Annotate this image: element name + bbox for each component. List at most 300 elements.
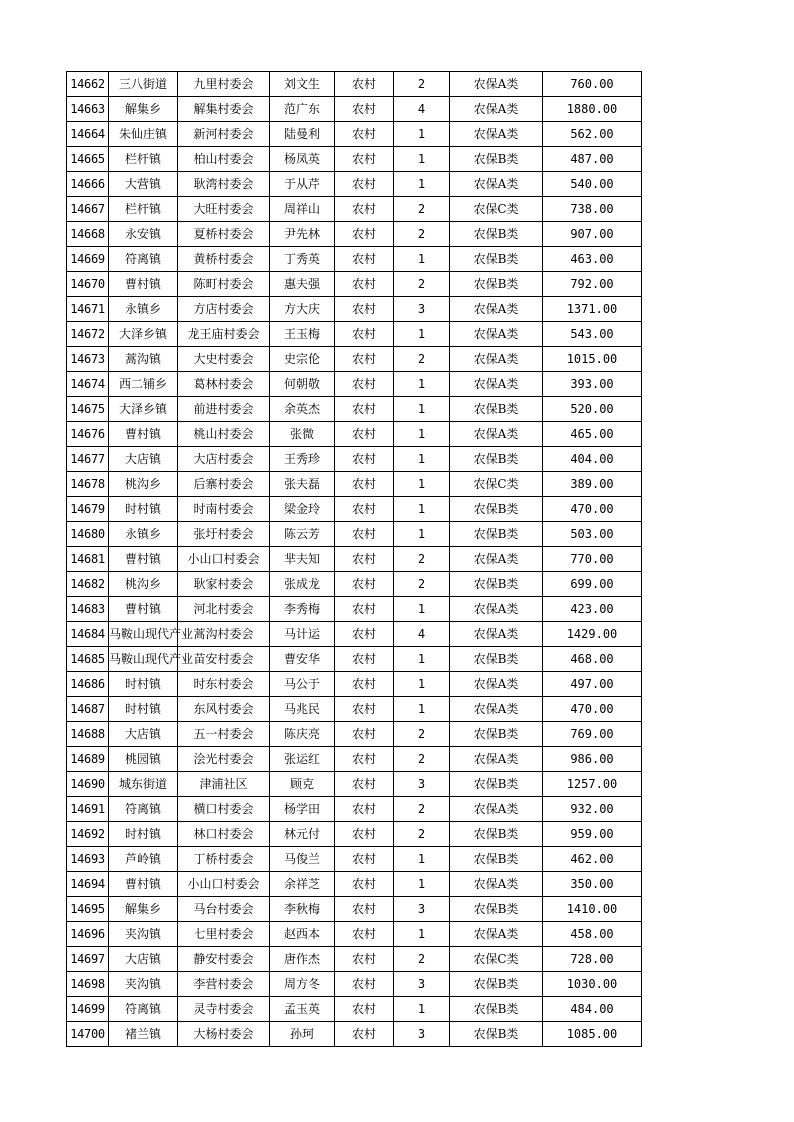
township-cell: 桃沟乡 (109, 472, 178, 497)
insurance-class-cell: 农保A类 (450, 172, 543, 197)
serial-number-cell: 14663 (67, 97, 109, 122)
table-row (67, 697, 642, 722)
serial-number-cell: 14682 (67, 572, 109, 597)
village-cell: 柏山村委会 (178, 147, 270, 172)
name-cell: 周祥山 (270, 197, 335, 222)
household-size-cell: 1 (394, 147, 450, 172)
serial-number-cell: 14691 (67, 797, 109, 822)
serial-number-cell: 14670 (67, 272, 109, 297)
household-size-cell: 2 (394, 747, 450, 772)
amount-cell: 728.00 (543, 947, 642, 972)
township-cell: 曹村镇 (109, 422, 178, 447)
household-size-cell: 1 (394, 597, 450, 622)
name-cell: 张微 (270, 422, 335, 447)
table-row (67, 647, 642, 672)
household-size-cell: 1 (394, 422, 450, 447)
village-cell: 新河村委会 (178, 122, 270, 147)
insurance-class-cell: 农保B类 (450, 997, 543, 1022)
residence-type-cell: 农村 (335, 322, 394, 347)
village-cell: 耿家村委会 (178, 572, 270, 597)
amount-cell: 1371.00 (543, 297, 642, 322)
village-cell: 耿湾村委会 (178, 172, 270, 197)
residence-type-cell: 农村 (335, 422, 394, 447)
table-row (67, 747, 642, 772)
household-size-cell: 2 (394, 197, 450, 222)
residence-type-cell: 农村 (335, 147, 394, 172)
serial-number-cell: 14673 (67, 347, 109, 372)
household-size-cell: 1 (394, 472, 450, 497)
residence-type-cell: 农村 (335, 497, 394, 522)
name-cell: 王秀珍 (270, 447, 335, 472)
serial-number-cell: 14700 (67, 1022, 109, 1047)
serial-number-cell: 14690 (67, 772, 109, 797)
insurance-class-cell: 农保A类 (450, 97, 543, 122)
amount-cell: 520.00 (543, 397, 642, 422)
village-cell: 龙王庙村委会 (178, 322, 270, 347)
table-row (67, 422, 642, 447)
serial-number-cell: 14685 (67, 647, 109, 672)
insurance-class-cell: 农保B类 (450, 447, 543, 472)
household-size-cell: 3 (394, 1022, 450, 1047)
household-size-cell: 2 (394, 272, 450, 297)
residence-type-cell: 农村 (335, 72, 394, 97)
serial-number-cell: 14666 (67, 172, 109, 197)
village-cell: 九里村委会 (178, 72, 270, 97)
table-row (67, 847, 642, 872)
name-cell: 王玉梅 (270, 322, 335, 347)
table-row (67, 972, 642, 997)
village-cell: 桃山村委会 (178, 422, 270, 447)
table-row (67, 822, 642, 847)
insurance-class-cell: 农保A类 (450, 622, 543, 647)
table-row (67, 997, 642, 1022)
insurance-class-cell: 农保B类 (450, 397, 543, 422)
table-row (67, 797, 642, 822)
township-cell: 夹沟镇 (109, 922, 178, 947)
serial-number-cell: 14665 (67, 147, 109, 172)
name-cell: 周方冬 (270, 972, 335, 997)
residence-type-cell: 农村 (335, 472, 394, 497)
name-cell: 梁金玲 (270, 497, 335, 522)
household-size-cell: 4 (394, 622, 450, 647)
insurance-class-cell: 农保B类 (450, 722, 543, 747)
household-size-cell: 1 (394, 872, 450, 897)
amount-cell: 1880.00 (543, 97, 642, 122)
township-cell: 芦岭镇 (109, 847, 178, 872)
insurance-class-cell: 农保B类 (450, 972, 543, 997)
village-cell: 马台村委会 (178, 897, 270, 922)
residence-type-cell: 农村 (335, 747, 394, 772)
name-cell: 林元付 (270, 822, 335, 847)
village-cell: 林口村委会 (178, 822, 270, 847)
residence-type-cell: 农村 (335, 822, 394, 847)
insurance-class-cell: 农保A类 (450, 697, 543, 722)
serial-number-cell: 14668 (67, 222, 109, 247)
residence-type-cell: 农村 (335, 172, 394, 197)
village-cell: 丁桥村委会 (178, 847, 270, 872)
name-cell: 马俊兰 (270, 847, 335, 872)
village-cell: 后寨村委会 (178, 472, 270, 497)
table-row (67, 397, 642, 422)
table-row (67, 547, 642, 572)
serial-number-cell: 14689 (67, 747, 109, 772)
household-size-cell: 2 (394, 222, 450, 247)
relief-roster-table (66, 71, 642, 1047)
residence-type-cell: 农村 (335, 122, 394, 147)
name-cell: 马公于 (270, 672, 335, 697)
amount-cell: 487.00 (543, 147, 642, 172)
household-size-cell: 2 (394, 72, 450, 97)
serial-number-cell: 14686 (67, 672, 109, 697)
amount-cell: 769.00 (543, 722, 642, 747)
amount-cell: 503.00 (543, 522, 642, 547)
residence-type-cell: 农村 (335, 672, 394, 697)
amount-cell: 389.00 (543, 472, 642, 497)
amount-cell: 1030.00 (543, 972, 642, 997)
township-cell: 桃园镇 (109, 747, 178, 772)
residence-type-cell: 农村 (335, 447, 394, 472)
name-cell: 陈云芳 (270, 522, 335, 547)
residence-type-cell: 农村 (335, 772, 394, 797)
amount-cell: 497.00 (543, 672, 642, 697)
table-row (67, 597, 642, 622)
name-cell: 张运红 (270, 747, 335, 772)
name-cell: 马计运 (270, 622, 335, 647)
name-cell: 张夫磊 (270, 472, 335, 497)
name-cell: 于从芹 (270, 172, 335, 197)
township-cell: 时村镇 (109, 822, 178, 847)
township-cell: 大泽乡镇 (109, 397, 178, 422)
insurance-class-cell: 农保A类 (450, 297, 543, 322)
township-cell: 褚兰镇 (109, 1022, 178, 1047)
insurance-class-cell: 农保A类 (450, 797, 543, 822)
name-cell: 范广东 (270, 97, 335, 122)
township-cell: 永安镇 (109, 222, 178, 247)
village-cell: 前进村委会 (178, 397, 270, 422)
township-cell: 大店镇 (109, 947, 178, 972)
serial-number-cell: 14678 (67, 472, 109, 497)
amount-cell: 1257.00 (543, 772, 642, 797)
residence-type-cell: 农村 (335, 547, 394, 572)
serial-number-cell: 14675 (67, 397, 109, 422)
serial-number-cell: 14696 (67, 922, 109, 947)
serial-number-cell: 14687 (67, 697, 109, 722)
table-row (67, 922, 642, 947)
name-cell: 余英杰 (270, 397, 335, 422)
township-cell: 蒿沟镇 (109, 347, 178, 372)
residence-type-cell: 农村 (335, 872, 394, 897)
serial-number-cell: 14677 (67, 447, 109, 472)
name-cell: 陆曼利 (270, 122, 335, 147)
township-cell: 朱仙庄镇 (109, 122, 178, 147)
table-row (67, 897, 642, 922)
household-size-cell: 1 (394, 372, 450, 397)
residence-type-cell: 农村 (335, 247, 394, 272)
amount-cell: 470.00 (543, 497, 642, 522)
table-row (67, 97, 642, 122)
township-cell: 曹村镇 (109, 547, 178, 572)
village-cell: 大史村委会 (178, 347, 270, 372)
amount-cell: 465.00 (543, 422, 642, 447)
township-cell: 大店镇 (109, 722, 178, 747)
township-cell: 城东街道 (109, 772, 178, 797)
township-cell: 桃沟乡 (109, 572, 178, 597)
village-cell: 浍光村委会 (178, 747, 270, 772)
table-row (67, 722, 642, 747)
township-cell: 时村镇 (109, 672, 178, 697)
table-row (67, 297, 642, 322)
village-cell: 蒿沟村委会 (178, 622, 270, 647)
village-cell: 葛林村委会 (178, 372, 270, 397)
household-size-cell: 3 (394, 972, 450, 997)
residence-type-cell: 农村 (335, 972, 394, 997)
name-cell: 马兆民 (270, 697, 335, 722)
table-row (67, 197, 642, 222)
township-cell: 时村镇 (109, 497, 178, 522)
insurance-class-cell: 农保B类 (450, 647, 543, 672)
amount-cell: 462.00 (543, 847, 642, 872)
name-cell: 李秀梅 (270, 597, 335, 622)
amount-cell: 738.00 (543, 197, 642, 222)
serial-number-cell: 14669 (67, 247, 109, 272)
amount-cell: 562.00 (543, 122, 642, 147)
insurance-class-cell: 农保B类 (450, 572, 543, 597)
village-cell: 时南村委会 (178, 497, 270, 522)
name-cell: 杨凤英 (270, 147, 335, 172)
name-cell: 赵西本 (270, 922, 335, 947)
household-size-cell: 1 (394, 497, 450, 522)
insurance-class-cell: 农保C类 (450, 472, 543, 497)
serial-number-cell: 14695 (67, 897, 109, 922)
amount-cell: 699.00 (543, 572, 642, 597)
insurance-class-cell: 农保B类 (450, 522, 543, 547)
township-cell: 西二铺乡 (109, 372, 178, 397)
insurance-class-cell: 农保C类 (450, 197, 543, 222)
name-cell: 唐作杰 (270, 947, 335, 972)
insurance-class-cell: 农保A类 (450, 372, 543, 397)
household-size-cell: 1 (394, 447, 450, 472)
serial-number-cell: 14694 (67, 872, 109, 897)
table-row (67, 172, 642, 197)
insurance-class-cell: 农保A类 (450, 747, 543, 772)
household-size-cell: 1 (394, 122, 450, 147)
name-cell: 孙珂 (270, 1022, 335, 1047)
township-cell: 马鞍山现代产业 (109, 647, 178, 672)
village-cell: 津浦社区 (178, 772, 270, 797)
amount-cell: 986.00 (543, 747, 642, 772)
serial-number-cell: 14679 (67, 497, 109, 522)
household-size-cell: 3 (394, 297, 450, 322)
table-row (67, 447, 642, 472)
township-cell: 三八街道 (109, 72, 178, 97)
household-size-cell: 2 (394, 572, 450, 597)
table-row (67, 497, 642, 522)
insurance-class-cell: 农保A类 (450, 547, 543, 572)
village-cell: 静安村委会 (178, 947, 270, 972)
name-cell: 方大庆 (270, 297, 335, 322)
amount-cell: 484.00 (543, 997, 642, 1022)
residence-type-cell: 农村 (335, 897, 394, 922)
name-cell: 顾克 (270, 772, 335, 797)
household-size-cell: 1 (394, 397, 450, 422)
village-cell: 大杨村委会 (178, 1022, 270, 1047)
township-cell: 曹村镇 (109, 272, 178, 297)
name-cell: 史宗伦 (270, 347, 335, 372)
amount-cell: 543.00 (543, 322, 642, 347)
amount-cell: 463.00 (543, 247, 642, 272)
village-cell: 小山口村委会 (178, 872, 270, 897)
amount-cell: 458.00 (543, 922, 642, 947)
amount-cell: 404.00 (543, 447, 642, 472)
amount-cell: 959.00 (543, 822, 642, 847)
name-cell: 孟玉英 (270, 997, 335, 1022)
village-cell: 东风村委会 (178, 697, 270, 722)
table-row (67, 272, 642, 297)
name-cell: 刘文生 (270, 72, 335, 97)
household-size-cell: 3 (394, 897, 450, 922)
household-size-cell: 2 (394, 347, 450, 372)
village-cell: 张圩村委会 (178, 522, 270, 547)
amount-cell: 932.00 (543, 797, 642, 822)
village-cell: 横口村委会 (178, 797, 270, 822)
township-cell: 解集乡 (109, 897, 178, 922)
township-cell: 符离镇 (109, 997, 178, 1022)
amount-cell: 468.00 (543, 647, 642, 672)
residence-type-cell: 农村 (335, 647, 394, 672)
residence-type-cell: 农村 (335, 597, 394, 622)
township-cell: 符离镇 (109, 797, 178, 822)
serial-number-cell: 14664 (67, 122, 109, 147)
name-cell: 张成龙 (270, 572, 335, 597)
table-row (67, 222, 642, 247)
household-size-cell: 1 (394, 322, 450, 347)
village-cell: 陈町村委会 (178, 272, 270, 297)
serial-number-cell: 14684 (67, 622, 109, 647)
insurance-class-cell: 农保B类 (450, 897, 543, 922)
residence-type-cell: 农村 (335, 347, 394, 372)
household-size-cell: 1 (394, 672, 450, 697)
township-cell: 曹村镇 (109, 872, 178, 897)
insurance-class-cell: 农保A类 (450, 122, 543, 147)
table-row (67, 472, 642, 497)
serial-number-cell: 14681 (67, 547, 109, 572)
table-row (67, 522, 642, 547)
insurance-class-cell: 农保B类 (450, 272, 543, 297)
insurance-class-cell: 农保A类 (450, 672, 543, 697)
serial-number-cell: 14699 (67, 997, 109, 1022)
amount-cell: 470.00 (543, 697, 642, 722)
amount-cell: 760.00 (543, 72, 642, 97)
amount-cell: 1015.00 (543, 347, 642, 372)
residence-type-cell: 农村 (335, 722, 394, 747)
residence-type-cell: 农村 (335, 847, 394, 872)
residence-type-cell: 农村 (335, 522, 394, 547)
residence-type-cell: 农村 (335, 922, 394, 947)
insurance-class-cell: 农保B类 (450, 247, 543, 272)
village-cell: 李营村委会 (178, 972, 270, 997)
serial-number-cell: 14697 (67, 947, 109, 972)
township-cell: 永镇乡 (109, 297, 178, 322)
table-row (67, 947, 642, 972)
amount-cell: 393.00 (543, 372, 642, 397)
village-cell: 黄桥村委会 (178, 247, 270, 272)
serial-number-cell: 14683 (67, 597, 109, 622)
insurance-class-cell: 农保B类 (450, 1022, 543, 1047)
table-row (67, 147, 642, 172)
insurance-class-cell: 农保B类 (450, 822, 543, 847)
table-row (67, 247, 642, 272)
residence-type-cell: 农村 (335, 697, 394, 722)
village-cell: 时东村委会 (178, 672, 270, 697)
residence-type-cell: 农村 (335, 272, 394, 297)
insurance-class-cell: 农保C类 (450, 947, 543, 972)
name-cell: 惠夫强 (270, 272, 335, 297)
serial-number-cell: 14693 (67, 847, 109, 872)
amount-cell: 1085.00 (543, 1022, 642, 1047)
residence-type-cell: 农村 (335, 947, 394, 972)
residence-type-cell: 农村 (335, 797, 394, 822)
table-row (67, 572, 642, 597)
household-size-cell: 1 (394, 697, 450, 722)
residence-type-cell: 农村 (335, 622, 394, 647)
name-cell: 曹安华 (270, 647, 335, 672)
township-cell: 永镇乡 (109, 522, 178, 547)
insurance-class-cell: 农保A类 (450, 597, 543, 622)
village-cell: 河北村委会 (178, 597, 270, 622)
amount-cell: 770.00 (543, 547, 642, 572)
household-size-cell: 2 (394, 722, 450, 747)
serial-number-cell: 14692 (67, 822, 109, 847)
township-cell: 栏杆镇 (109, 147, 178, 172)
table-row (67, 1022, 642, 1047)
household-size-cell: 2 (394, 822, 450, 847)
table-row (67, 72, 642, 97)
residence-type-cell: 农村 (335, 297, 394, 322)
household-size-cell: 1 (394, 922, 450, 947)
township-cell: 大泽乡镇 (109, 322, 178, 347)
name-cell: 杨学田 (270, 797, 335, 822)
name-cell: 丁秀英 (270, 247, 335, 272)
insurance-class-cell: 农保B类 (450, 772, 543, 797)
serial-number-cell: 14688 (67, 722, 109, 747)
serial-number-cell: 14672 (67, 322, 109, 347)
name-cell: 李秋梅 (270, 897, 335, 922)
table-row (67, 622, 642, 647)
amount-cell: 1410.00 (543, 897, 642, 922)
residence-type-cell: 农村 (335, 997, 394, 1022)
name-cell: 尹先林 (270, 222, 335, 247)
village-cell: 灵寺村委会 (178, 997, 270, 1022)
household-size-cell: 3 (394, 772, 450, 797)
township-cell: 夹沟镇 (109, 972, 178, 997)
name-cell: 陈庆亮 (270, 722, 335, 747)
household-size-cell: 1 (394, 647, 450, 672)
household-size-cell: 1 (394, 997, 450, 1022)
insurance-class-cell: 农保B类 (450, 497, 543, 522)
village-cell: 夏桥村委会 (178, 222, 270, 247)
serial-number-cell: 14676 (67, 422, 109, 447)
insurance-class-cell: 农保B类 (450, 222, 543, 247)
insurance-class-cell: 农保B类 (450, 147, 543, 172)
name-cell: 何朝敬 (270, 372, 335, 397)
village-cell: 五一村委会 (178, 722, 270, 747)
insurance-class-cell: 农保A类 (450, 322, 543, 347)
table-body (67, 72, 642, 1047)
residence-type-cell: 农村 (335, 572, 394, 597)
residence-type-cell: 农村 (335, 1022, 394, 1047)
household-size-cell: 1 (394, 522, 450, 547)
residence-type-cell: 农村 (335, 372, 394, 397)
